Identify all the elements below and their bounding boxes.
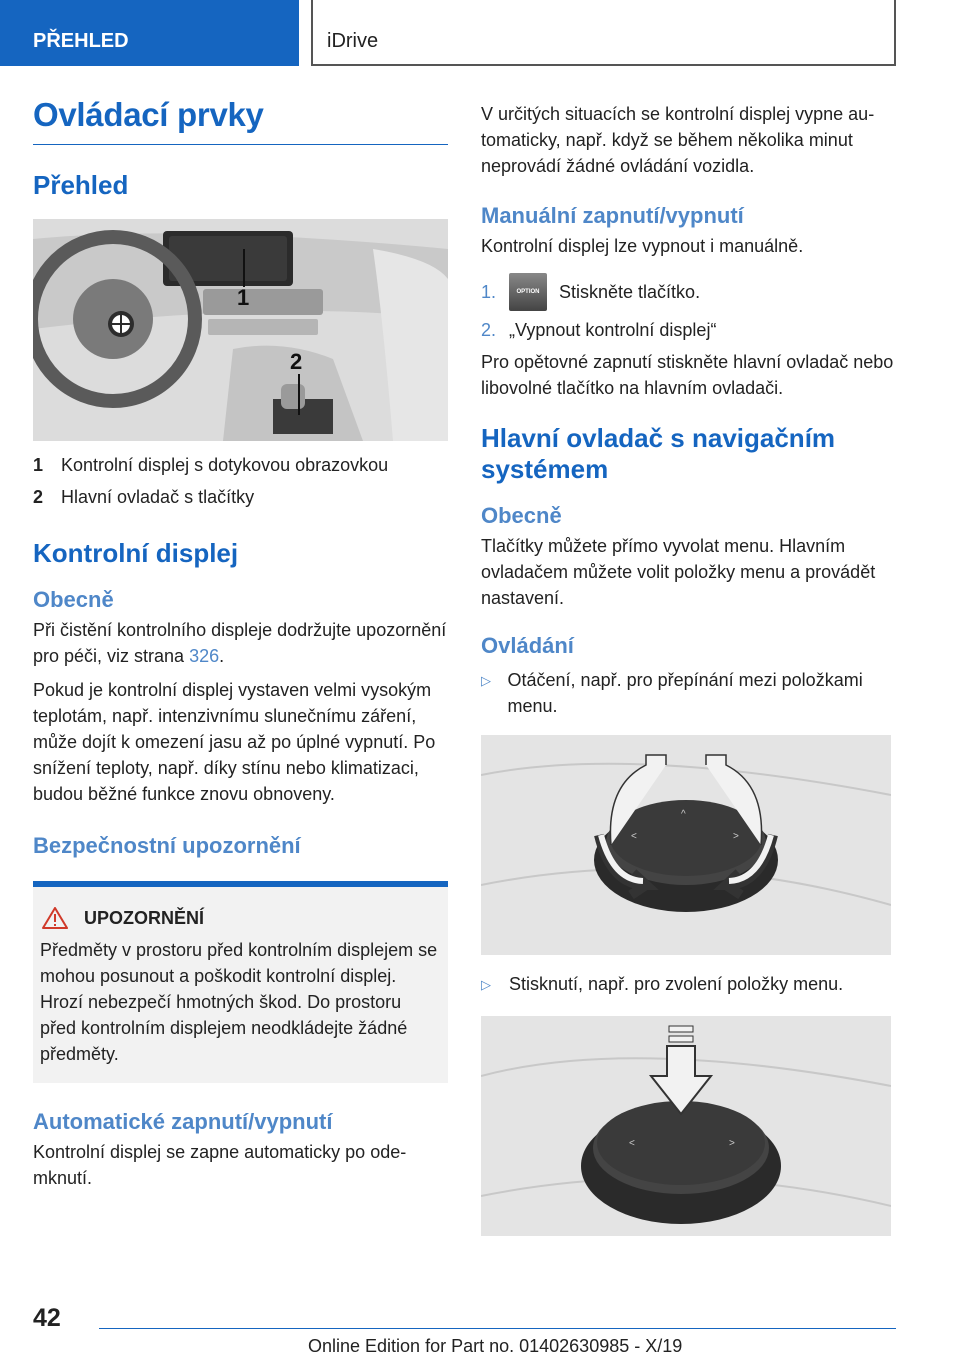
operation-heading: Ovládání bbox=[481, 633, 574, 658]
legend-row bbox=[33, 451, 448, 479]
bullet-item bbox=[481, 971, 896, 998]
legend-text: Kontrolní displej s dotykovou obrazovkou bbox=[61, 455, 389, 475]
care-text: Při čistění kontrolního displeje dodržujte upozornění pro péči, viz strana bbox=[33, 620, 447, 666]
bullet-item bbox=[481, 667, 896, 719]
press-figure bbox=[481, 1016, 891, 1236]
overview-heading: Přehled bbox=[33, 170, 129, 200]
left-column bbox=[33, 96, 448, 1191]
warning-title bbox=[42, 907, 440, 929]
svg-text:<: < bbox=[629, 1138, 635, 1149]
section-tab: PŘEHLED bbox=[0, 0, 299, 66]
legend-number: 2 bbox=[33, 487, 44, 507]
step-text: Stiskněte tlačítko. bbox=[559, 282, 701, 302]
restart-text: Pro opětovné zapnutí stiskněte hlavní ovladač nebo libovolné tlačítko na hlavním ovladači. bbox=[481, 352, 894, 398]
step-row bbox=[481, 273, 896, 311]
general-heading: Obecně bbox=[33, 587, 114, 612]
step-row bbox=[481, 317, 896, 343]
legend-number: 1 bbox=[33, 455, 44, 475]
warning-triangle-icon bbox=[42, 907, 68, 929]
callout-2: 2 bbox=[290, 349, 303, 374]
manual-heading: Manuální zapnutí/vypnutí bbox=[481, 203, 744, 228]
callout-1: 1 bbox=[237, 285, 250, 310]
page-link[interactable]: 326 bbox=[189, 646, 220, 666]
svg-text:<: < bbox=[631, 831, 637, 842]
option-button-icon: OPTION bbox=[509, 273, 547, 311]
bullet-text: Otáčení, např. pro přepínání mezi položkami menu. bbox=[507, 670, 863, 716]
safety-heading: Bezpečnostní upozornění bbox=[33, 833, 301, 858]
step-text: „Vypnout kontrolní displej“ bbox=[509, 320, 717, 340]
rotate-controller-illustration bbox=[481, 735, 891, 955]
warning-text: Předměty v prostoru před kontrolním displejem se mohou posunout a poškodit kontrolní displej. Hrozí nebezpečí hmotných škod. Do prostoru před kontrolním displejem neodkládejte žádné předměty. bbox=[40, 940, 438, 1064]
care-paragraph bbox=[33, 617, 448, 669]
triangle-bullet-icon: ▷ bbox=[481, 673, 491, 688]
legend bbox=[33, 451, 448, 511]
footer-divider bbox=[99, 1328, 896, 1329]
warning-box bbox=[33, 881, 448, 1083]
cockpit-illustration bbox=[33, 219, 448, 441]
care-text-end: . bbox=[219, 646, 225, 666]
display-heading: Kontrolní displej bbox=[33, 538, 239, 568]
rotate-figure bbox=[481, 735, 891, 955]
manual-text: Kontrolní displej lze vypnout i manuálně. bbox=[481, 236, 804, 256]
press-controller-illustration bbox=[481, 1016, 891, 1236]
auto-heading: Automatické zapnutí/vypnutí bbox=[33, 1109, 333, 1134]
bullet-text: Stisknutí, např. pro zvolení položky menu. bbox=[509, 974, 844, 994]
triangle-bullet-icon: ▷ bbox=[481, 977, 491, 992]
right-column bbox=[481, 101, 896, 1236]
svg-text:>: > bbox=[729, 1138, 735, 1149]
controller-general-text: Tlačítky můžete přímo vyvolat menu. Hlavním ovladačem můžete volit položky menu a provádět nastavení. bbox=[481, 536, 876, 608]
step-number: 2. bbox=[481, 320, 497, 340]
warning-title-text: UPOZORNĚNÍ bbox=[84, 907, 205, 928]
intro-paragraph: V určitých situacích se kontrolní displej vypne automaticky, např. když se během několika minut neprovádí žádné ovládání vozidla. bbox=[481, 104, 875, 176]
controller-heading: Hlavní ovladač s navigačním systémem bbox=[481, 423, 836, 484]
edition-text: Online Edition for Part no. 01402630985 - X/19 bbox=[308, 1336, 683, 1356]
auto-text: Kontrolní displej se zapne automaticky po odemknutí. bbox=[33, 1142, 407, 1188]
cockpit-figure bbox=[33, 219, 448, 441]
svg-text:^: ^ bbox=[681, 809, 686, 820]
temperature-paragraph: Pokud je kontrolní displej vystaven velmi vysokým teplotám, např. intenzivnímu slunečnímu záření, může dojít k omezení jasu až po úplné vypnutí. Po snížení teploty, např. díky stínu nebo klimatizaci, budou běžné funkce znovu obnoveny. bbox=[33, 680, 436, 804]
page-title: Ovládací prvky bbox=[33, 96, 448, 145]
svg-text:>: > bbox=[733, 831, 739, 842]
legend-text: Hlavní ovladač s tlačítky bbox=[61, 487, 255, 507]
chapter-tab: iDrive bbox=[311, 0, 896, 66]
legend-row bbox=[33, 483, 448, 511]
controller-general-heading: Obecně bbox=[481, 503, 562, 528]
step-number: 1. bbox=[481, 282, 497, 302]
page-number: 42 bbox=[33, 1304, 61, 1332]
page-header bbox=[0, 0, 960, 66]
